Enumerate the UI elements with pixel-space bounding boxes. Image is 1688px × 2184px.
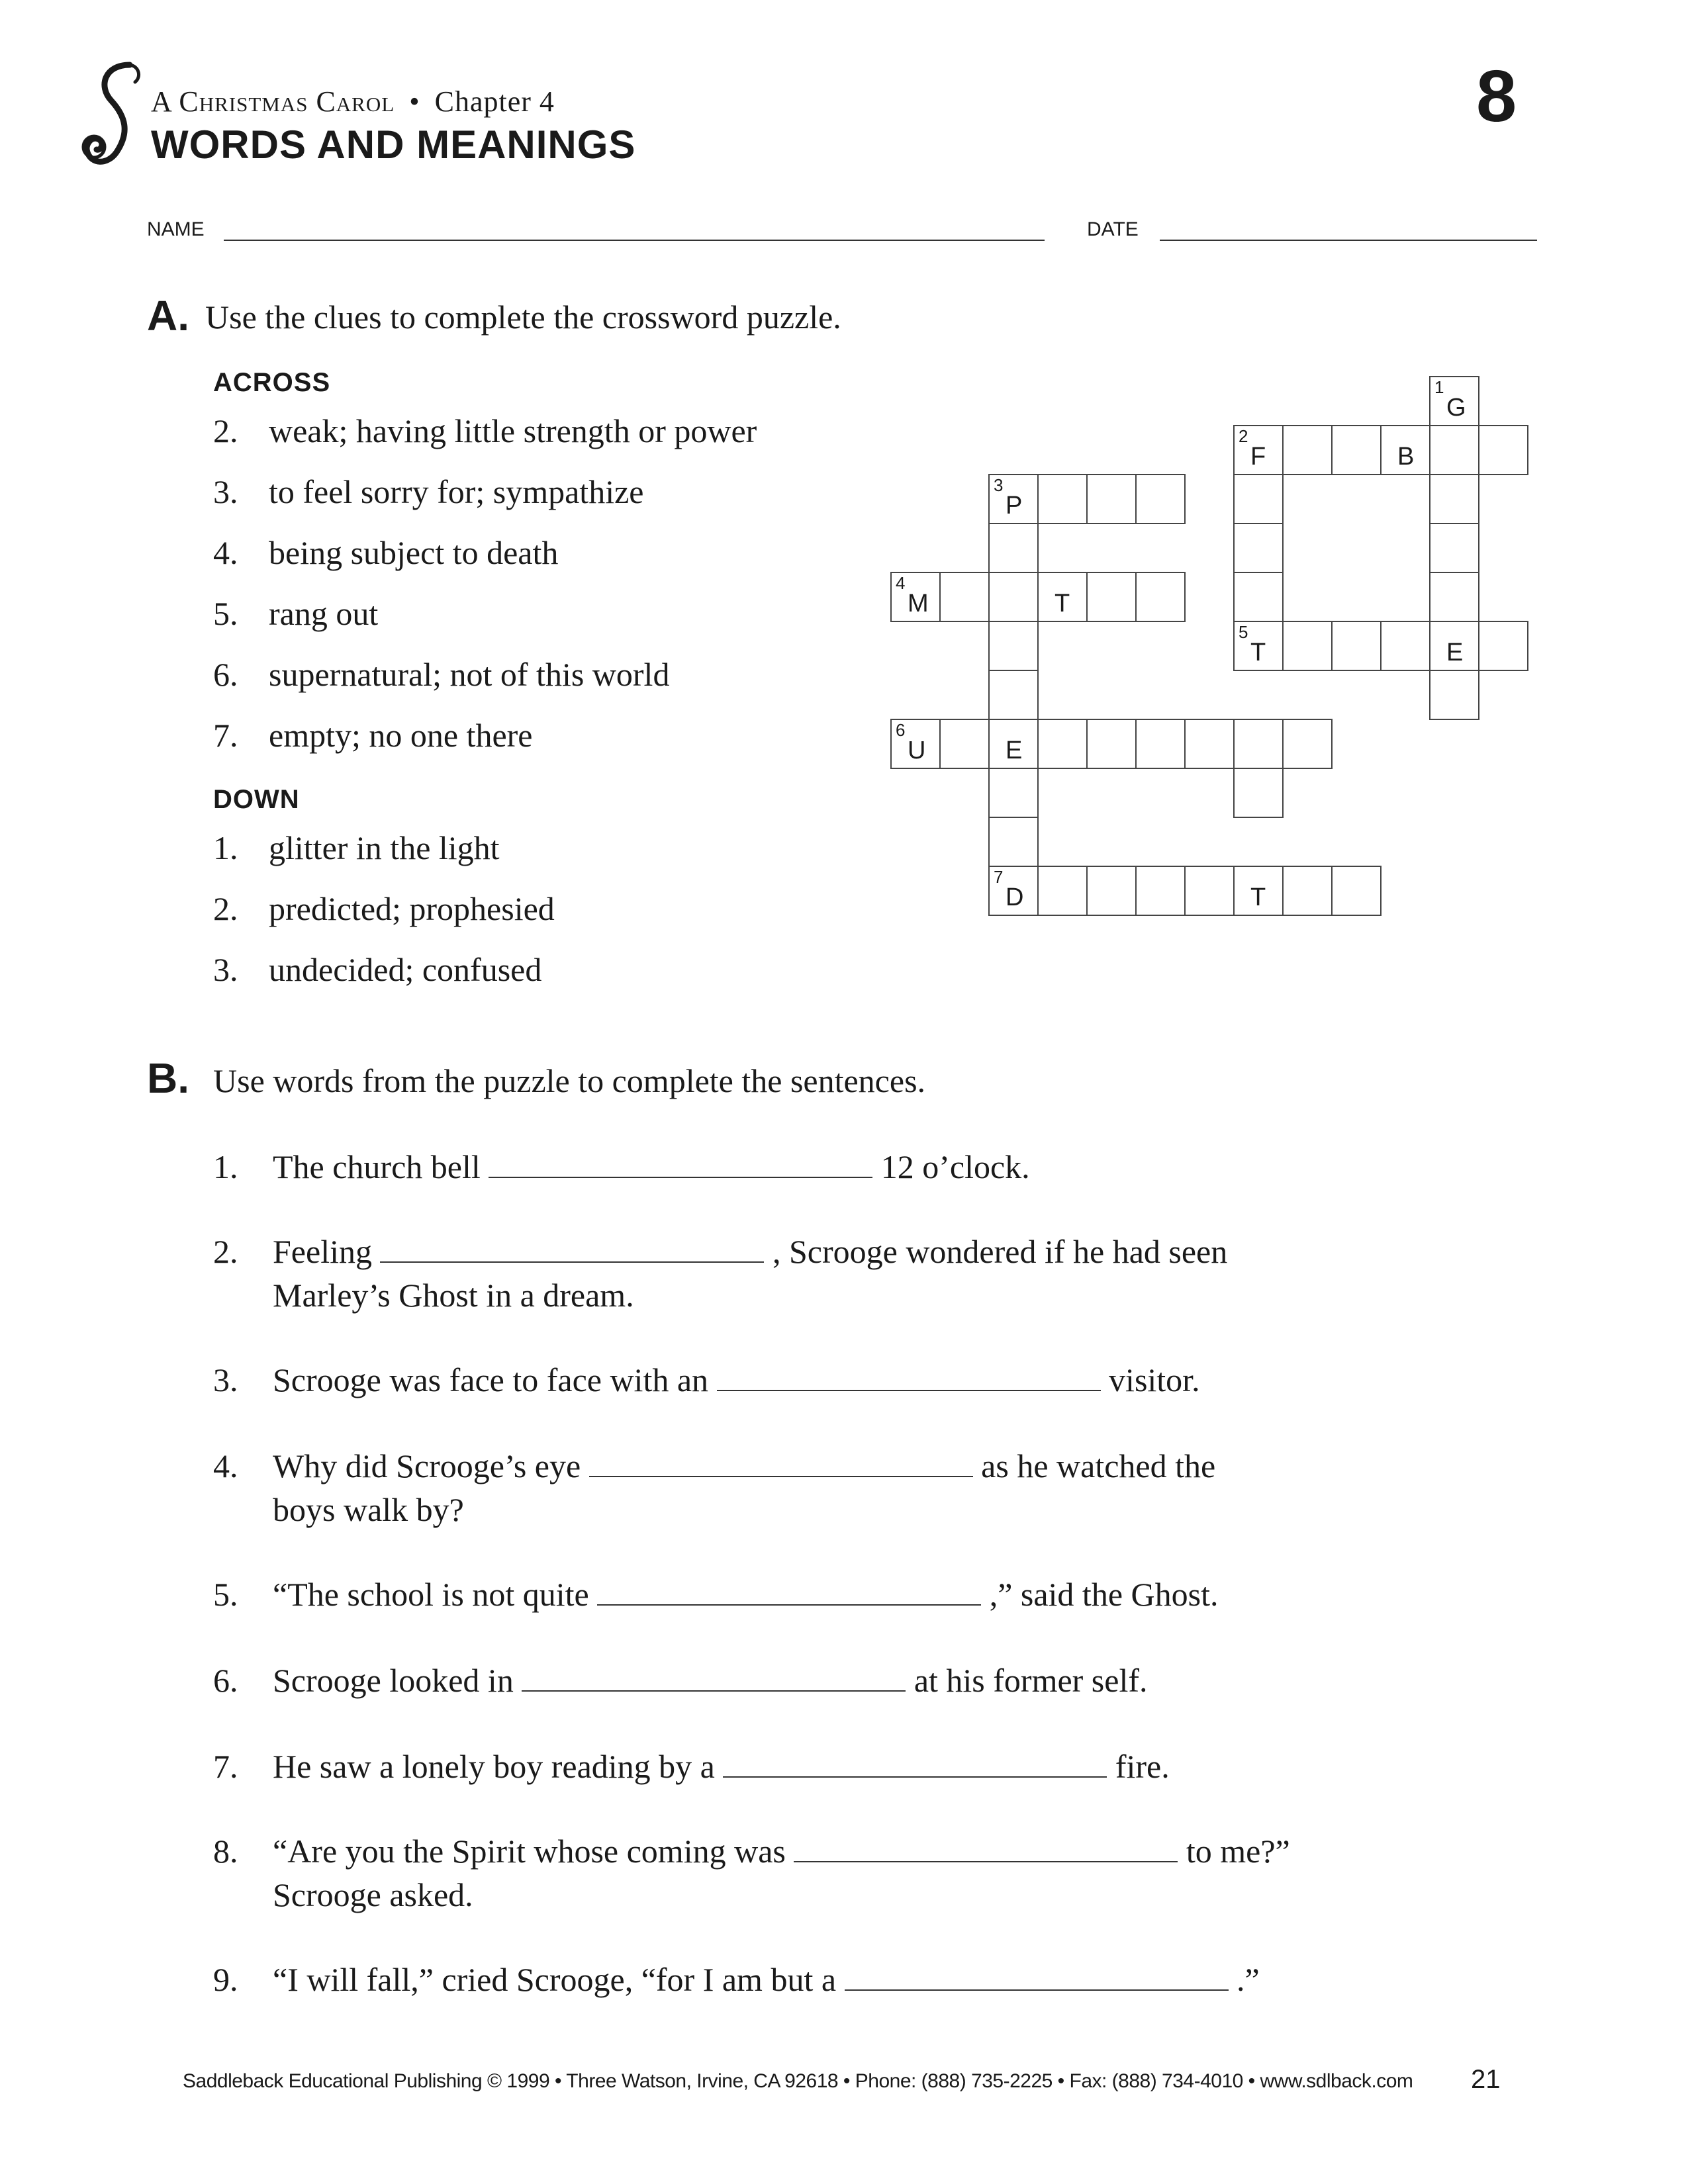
cell-given-letter: T xyxy=(1250,884,1266,911)
across-clue: 7. empty; no one there xyxy=(213,717,533,754)
crossword-cell[interactable] xyxy=(1037,474,1088,524)
cell-given-letter: B xyxy=(1397,443,1415,471)
sentence-item: 7. He saw a lonely boy reading by a fire. xyxy=(213,1748,1170,1785)
crossword-cell[interactable] xyxy=(1380,621,1430,671)
crossword-cell[interactable] xyxy=(1429,425,1479,475)
cell-given-letter: F xyxy=(1250,443,1266,471)
answer-blank[interactable] xyxy=(522,1662,906,1692)
crossword-cell[interactable] xyxy=(1429,621,1479,671)
down-heading: DOWN xyxy=(213,785,300,814)
cell-clue-number: 1 xyxy=(1434,377,1444,397)
answer-blank[interactable] xyxy=(489,1149,872,1178)
crossword-cell[interactable] xyxy=(1282,866,1333,916)
crossword-cell[interactable] xyxy=(988,621,1039,671)
crossword-cell[interactable] xyxy=(988,768,1039,818)
cell-given-letter: T xyxy=(1250,639,1266,666)
page-number: 21 xyxy=(1471,2065,1501,2094)
crossword-cell[interactable] xyxy=(1233,621,1284,671)
crossword-cell[interactable] xyxy=(1233,425,1284,475)
cell-given-letter: E xyxy=(1446,639,1464,666)
answer-blank[interactable] xyxy=(380,1234,764,1263)
crossword-cell[interactable] xyxy=(1037,866,1088,916)
cell-clue-number: 2 xyxy=(1239,426,1248,446)
crossword-cell[interactable] xyxy=(1086,866,1137,916)
crossword-cell[interactable] xyxy=(939,719,990,769)
crossword-cell[interactable] xyxy=(1135,474,1186,524)
crossword-cell[interactable] xyxy=(1233,474,1284,524)
crossword-cell[interactable] xyxy=(1086,572,1137,622)
saddleback-s-logo-icon xyxy=(78,60,151,172)
across-clue: 3. to feel sorry for; sympathize xyxy=(213,473,644,510)
crossword-cell[interactable] xyxy=(1478,621,1528,671)
answer-blank[interactable] xyxy=(794,1833,1178,1862)
section-b-letter: B. xyxy=(147,1054,189,1102)
sentence-item: 1. The church bell 12 o’clock. xyxy=(213,1148,1030,1185)
series-title: A Christmas Carol • Chapter 4 xyxy=(151,85,555,118)
sentence-item: 4. Why did Scrooge’s eye as he watched the boys walk by? xyxy=(213,1447,1216,1528)
cell-given-letter: E xyxy=(1006,737,1023,764)
sentence-item: 2. Feeling , Scrooge wondered if he had seen Marley’s Ghost in a dream. xyxy=(213,1233,1228,1314)
crossword-cell[interactable] xyxy=(890,572,941,622)
section-a-instruction: Use the clues to complete the crossword puzzle. xyxy=(205,298,841,336)
name-label: NAME xyxy=(147,218,205,240)
crossword-grid xyxy=(890,376,1539,932)
crossword-cell[interactable] xyxy=(1233,572,1284,622)
lesson-number: 8 xyxy=(1476,56,1517,137)
cell-clue-number: 4 xyxy=(896,573,906,593)
crossword-cell[interactable] xyxy=(1233,768,1284,818)
cell-given-letter: G xyxy=(1446,394,1466,422)
down-clue: 3. undecided; confused xyxy=(213,951,542,988)
crossword-cell[interactable] xyxy=(1331,425,1382,475)
crossword-cell[interactable] xyxy=(1135,866,1186,916)
cell-given-letter: U xyxy=(908,737,926,764)
cell-given-letter: T xyxy=(1055,590,1070,617)
answer-blank[interactable] xyxy=(589,1448,973,1477)
cell-clue-number: 6 xyxy=(896,720,906,740)
crossword-cell[interactable] xyxy=(1282,621,1333,671)
crossword-cell[interactable] xyxy=(988,866,1039,916)
footer-publisher-info: Saddleback Educational Publishing © 1999 • Three Watson, Irvine, CA 92618 • Phone: (888) 735-2225 • Fax: (888) 734-4010 • www.sdlback.com xyxy=(183,2070,1413,2092)
answer-blank[interactable] xyxy=(723,1749,1107,1778)
crossword-cell[interactable] xyxy=(890,719,941,769)
crossword-cell[interactable] xyxy=(1478,425,1528,475)
sentence-item: 8. “Are you the Spirit whose coming was to me?” Scrooge asked. xyxy=(213,1833,1290,1913)
crossword-cell[interactable] xyxy=(1331,621,1382,671)
sentence-item: 9. “I will fall,” cried Scrooge, “for I am but a .” xyxy=(213,1961,1260,1998)
cell-given-letter: D xyxy=(1006,884,1024,911)
sentence-item: 5. “The school is not quite ,” said the Ghost. xyxy=(213,1576,1219,1613)
across-clue: 4. being subject to death xyxy=(213,534,559,571)
down-clue: 2. predicted; prophesied xyxy=(213,890,555,927)
crossword-cell[interactable] xyxy=(1086,719,1137,769)
answer-blank[interactable] xyxy=(597,1576,981,1606)
section-b-instruction: Use words from the puzzle to complete the sentences. xyxy=(213,1062,926,1099)
cell-clue-number: 3 xyxy=(994,475,1004,495)
crossword-cell[interactable] xyxy=(1429,474,1479,524)
answer-blank[interactable] xyxy=(717,1362,1101,1391)
crossword-cell[interactable] xyxy=(1331,866,1382,916)
title-separator: • xyxy=(409,85,420,118)
crossword-cell[interactable] xyxy=(1233,866,1284,916)
crossword-cell[interactable] xyxy=(1135,719,1186,769)
across-clue: 2. weak; having little strength or power xyxy=(213,412,757,449)
cell-given-letter: P xyxy=(1006,492,1023,520)
crossword-cell[interactable] xyxy=(988,572,1039,622)
crossword-cell[interactable] xyxy=(1135,572,1186,622)
cell-clue-number: 7 xyxy=(994,867,1004,887)
crossword-cell[interactable] xyxy=(988,817,1039,867)
crossword-cell[interactable] xyxy=(1429,670,1479,720)
crossword-cell[interactable] xyxy=(1037,572,1088,622)
crossword-cell[interactable] xyxy=(1429,572,1479,622)
crossword-cell[interactable] xyxy=(1037,719,1088,769)
date-field[interactable] xyxy=(1160,240,1537,241)
chapter-label: Chapter 4 xyxy=(434,85,555,118)
sentence-item: 6. Scrooge looked in at his former self. xyxy=(213,1662,1148,1699)
date-label: DATE xyxy=(1087,218,1139,240)
crossword-cell[interactable] xyxy=(988,523,1039,573)
crossword-cell[interactable] xyxy=(988,670,1039,720)
cell-clue-number: 5 xyxy=(1239,622,1248,642)
crossword-cell[interactable] xyxy=(1282,719,1333,769)
across-clue: 6. supernatural; not of this world xyxy=(213,656,670,693)
crossword-cell[interactable] xyxy=(1086,474,1137,524)
section-a-letter: A. xyxy=(147,292,189,340)
answer-blank[interactable] xyxy=(845,1962,1229,1991)
page-heading: WORDS AND MEANINGS xyxy=(151,122,636,167)
crossword-cell[interactable] xyxy=(988,474,1039,524)
name-field[interactable] xyxy=(224,240,1045,241)
crossword-cell[interactable] xyxy=(1233,523,1284,573)
across-heading: ACROSS xyxy=(213,368,331,397)
sentence-item: 3. Scrooge was face to face with an visitor. xyxy=(213,1361,1200,1398)
crossword-cell[interactable] xyxy=(1282,425,1333,475)
across-clue: 5. rang out xyxy=(213,595,379,632)
crossword-cell[interactable] xyxy=(939,572,990,622)
cell-given-letter: M xyxy=(908,590,929,617)
crossword-cell[interactable] xyxy=(1233,719,1284,769)
down-clue: 1. glitter in the light xyxy=(213,829,500,866)
crossword-cell[interactable] xyxy=(1429,376,1479,426)
crossword-cell[interactable] xyxy=(1184,866,1235,916)
crossword-cell[interactable] xyxy=(1380,425,1430,475)
crossword-cell[interactable] xyxy=(988,719,1039,769)
crossword-cell[interactable] xyxy=(1429,523,1479,573)
crossword-cell[interactable] xyxy=(1184,719,1235,769)
